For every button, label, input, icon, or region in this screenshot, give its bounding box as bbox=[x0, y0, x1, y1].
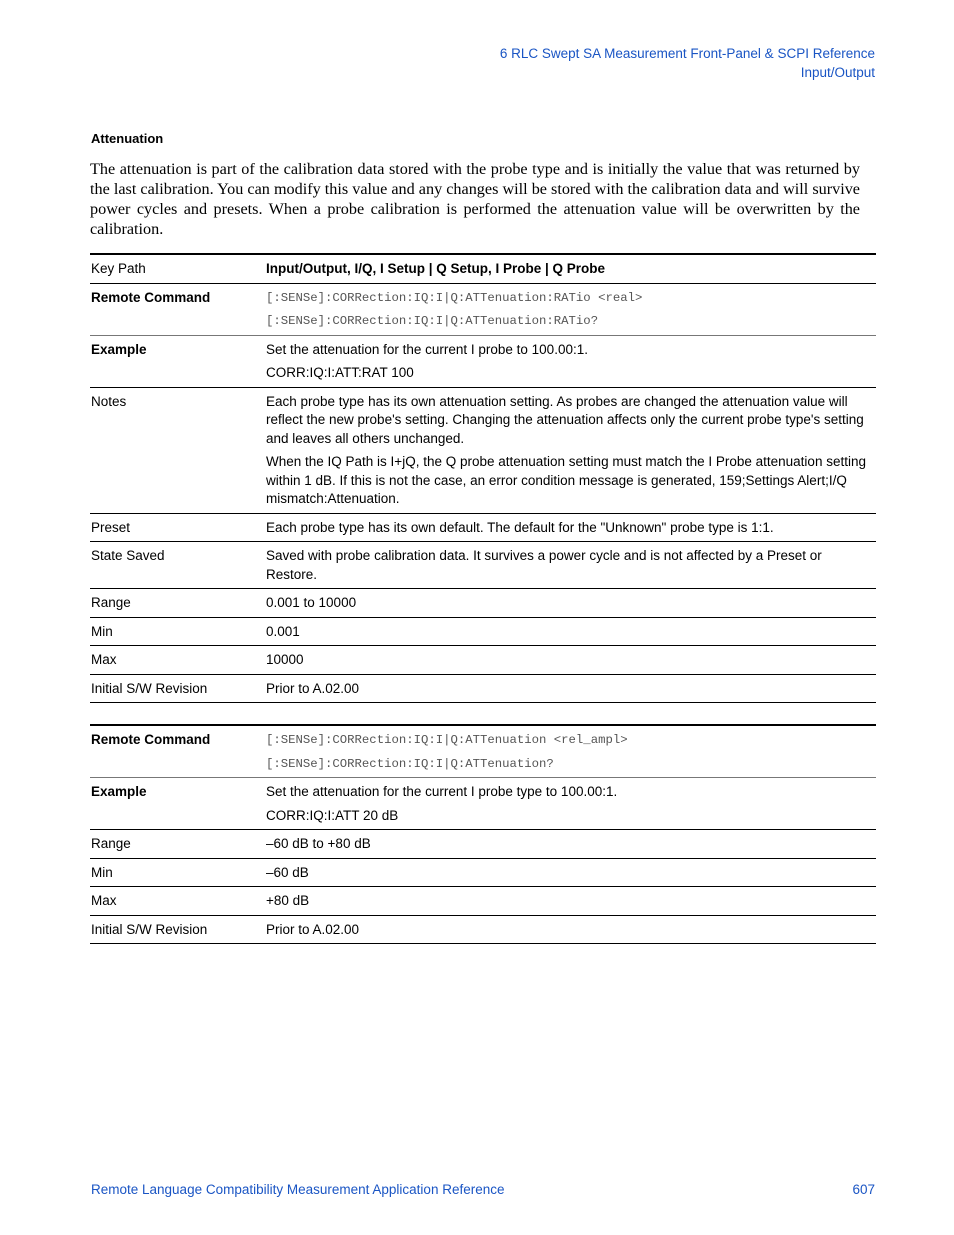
max-value: +80 dB bbox=[265, 887, 876, 916]
table-row bbox=[90, 830, 876, 859]
intro-paragraph: The attenuation is part of the calibration data stored with the probe type and is initially the value that was returned by the last calibration. You can modify this value and any changes will be stored with the calibration data and will survive power cycles and presets. When a probe calibration is performed the attenuation value will be overwritten by the calibration. bbox=[90, 160, 860, 238]
table-row bbox=[90, 617, 876, 646]
example-cell bbox=[265, 335, 876, 387]
page-number: 607 bbox=[852, 1182, 875, 1197]
table-row bbox=[90, 858, 876, 887]
remote-query: [:SENSe]:CORRection:IQ:I|Q:ATTenuation:RATio? bbox=[266, 314, 599, 328]
row-label: Range bbox=[90, 589, 265, 618]
running-header bbox=[500, 44, 875, 82]
table-row bbox=[90, 674, 876, 703]
example-text: Set the attenuation for the current I probe type to 100.00:1. bbox=[266, 784, 618, 799]
example-text: Set the attenuation for the current I probe to 100.00:1. bbox=[266, 341, 588, 357]
attenuation-ratio-table bbox=[90, 253, 876, 703]
remote-command-cell bbox=[265, 725, 876, 778]
remote-command: [:SENSe]:CORRection:IQ:I|Q:ATTenuation:RATio <real> bbox=[266, 290, 643, 305]
row-label: State Saved bbox=[90, 542, 265, 589]
remote-command-cell bbox=[265, 283, 876, 335]
section-title-header: Input/Output bbox=[800, 65, 875, 80]
table-row bbox=[90, 778, 876, 830]
table-row bbox=[90, 542, 876, 589]
revision-value: Prior to A.02.00 bbox=[265, 674, 876, 703]
range-value: 0.001 to 10000 bbox=[265, 589, 876, 618]
table-row bbox=[90, 915, 876, 944]
min-value: 0.001 bbox=[265, 617, 876, 646]
row-label: Remote Command bbox=[90, 283, 265, 335]
remote-command: [:SENSe]:CORRection:IQ:I|Q:ATTenuation <rel_ampl> bbox=[266, 733, 628, 747]
row-label: Preset bbox=[90, 513, 265, 542]
example-command: CORR:IQ:I:ATT 20 dB bbox=[266, 807, 399, 823]
footer-title: Remote Language Compatibility Measurement Application Reference bbox=[91, 1182, 505, 1197]
revision-value: Prior to A.02.00 bbox=[265, 915, 876, 944]
remote-query: [:SENSe]:CORRection:IQ:I|Q:ATTenuation? bbox=[266, 756, 554, 771]
example-cell bbox=[265, 778, 876, 830]
row-label: Max bbox=[90, 646, 265, 675]
table-row bbox=[90, 589, 876, 618]
notes-text: Each probe type has its own attenuation setting. As probes are changed the attenuation value will reflect the new probe's setting. Changing the attenuation affects only the current probe type's setting and leaves all others unchanged. bbox=[266, 393, 864, 446]
table-row bbox=[90, 887, 876, 916]
table-row bbox=[90, 387, 876, 513]
min-value: –60 dB bbox=[265, 858, 876, 887]
max-value: 10000 bbox=[265, 646, 876, 675]
table-row bbox=[90, 254, 876, 283]
table-row bbox=[90, 725, 876, 778]
state-saved-value: Saved with probe calibration data. It survives a power cycle and is not affected by a Preset or Restore. bbox=[265, 542, 876, 589]
attenuation-table bbox=[90, 724, 876, 944]
table-row bbox=[90, 283, 876, 335]
row-label: Remote Command bbox=[90, 725, 265, 778]
row-label: Min bbox=[90, 858, 265, 887]
row-label: Example bbox=[90, 335, 265, 387]
row-label: Example bbox=[90, 778, 265, 830]
row-label: Initial S/W Revision bbox=[90, 674, 265, 703]
chapter-title: 6 RLC Swept SA Measurement Front-Panel & SCPI Reference bbox=[499, 46, 875, 61]
page-footer bbox=[91, 1182, 875, 1197]
notes-cell bbox=[265, 387, 876, 513]
example-command: CORR:IQ:I:ATT:RAT 100 bbox=[266, 365, 414, 380]
key-path-value: Input/Output, I/Q, I Setup | Q Setup, I Probe | Q Probe bbox=[265, 254, 876, 283]
section-heading: Attenuation bbox=[91, 131, 164, 146]
row-label: Min bbox=[90, 617, 265, 646]
row-label: Range bbox=[90, 830, 265, 859]
table-row bbox=[90, 513, 876, 542]
table-row bbox=[90, 646, 876, 675]
range-value: –60 dB to +80 dB bbox=[265, 830, 876, 859]
row-label: Initial S/W Revision bbox=[90, 915, 265, 944]
table-row bbox=[90, 335, 876, 387]
row-label: Key Path bbox=[90, 254, 265, 283]
notes-text: When the IQ Path is I+jQ, the Q probe attenuation setting must match the I Probe attenuation setting within 1 dB. If this is not the case, an error condition message is generated, 159;Settings Alert;I/Q mismatch:Attenuation. bbox=[266, 454, 866, 506]
row-label: Max bbox=[90, 887, 265, 916]
preset-value: Each probe type has its own default. The default for the "Unknown" probe type is 1:1. bbox=[265, 513, 876, 542]
row-label: Notes bbox=[90, 387, 265, 513]
